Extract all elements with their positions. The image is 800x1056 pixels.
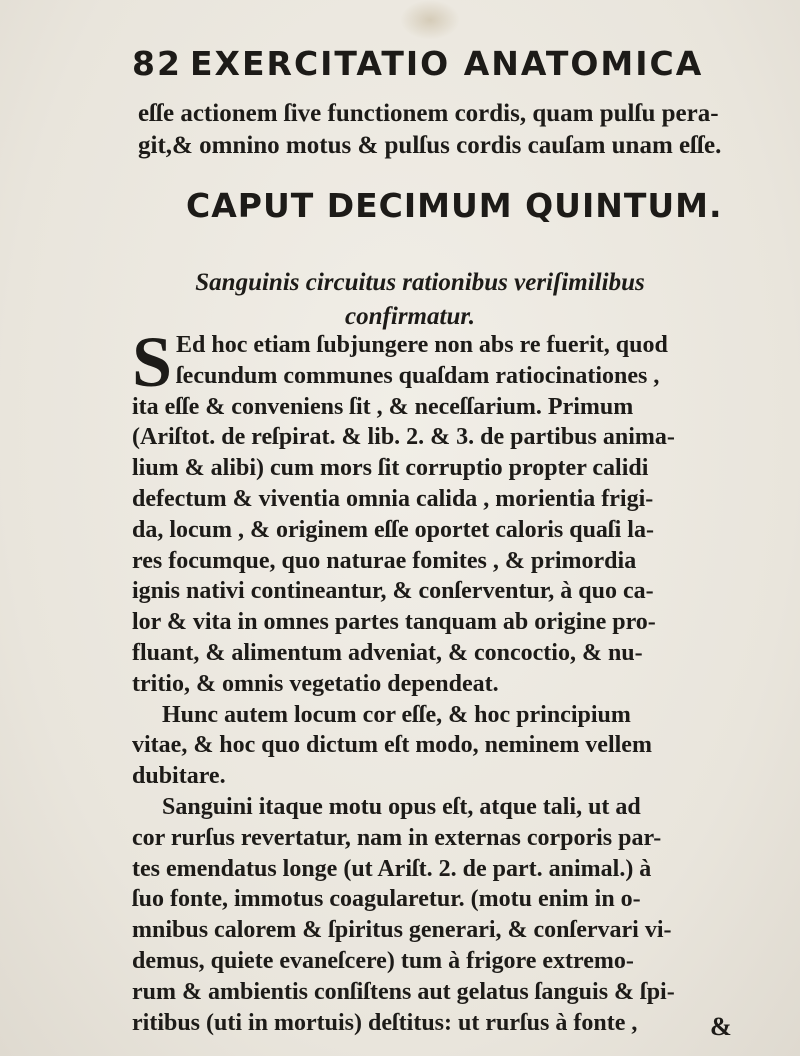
text-line: tes emendatus longe (ut Ariſt. 2. de part. animal.) à [132,855,652,882]
text-line: demus, quiete evaneſcere) tum à frigore extremo- [132,947,634,974]
chapter-subtitle [120,266,760,334]
text-line: (Ariſtot. de reſpirat. & lib. 2. & 3. de partibus anima- [132,424,675,451]
text-line: ſuo fonte, immotus coagularetur. (motu enim in o- [132,886,641,913]
drop-cap: S [132,322,173,402]
page-number: 82 [132,44,182,83]
running-title: EXERCITATIO ANATOMICA [190,44,704,83]
text-line: vitae, & hoc quo dictum eſt modo, neminem vellem [132,732,652,759]
text-line: Hunc autem locum cor eſſe, & hoc principium [162,701,631,728]
text-line: tritio, & omnis vegetatio dependeat. [132,670,499,697]
text-line: Sanguini itaque motu opus eſt, atque tali, ut ad [162,793,641,820]
text-line: ritibus (uti in mortuis) deſtitus: ut rurſus à fonte , [132,1009,638,1036]
text-line: rum & ambientis conſiſtens aut gelatus ſanguis & ſpi- [132,978,675,1005]
text-line: defectum & viventia omnia calida , morientia frigi- [132,485,654,512]
intro-paragraph [138,98,758,162]
text-line: ſecundum communes quaſdam ratiocinationes , [176,362,660,389]
intro-line: git,& omnino motus & pulſus cordis cauſam unam eſſe. [138,132,722,159]
text-line: res focumque, quo naturae fomites , & primordia [132,547,637,574]
text-line: da, locum , & originem eſſe oportet caloris quaſi la- [132,516,654,543]
catchword: & [710,1012,732,1041]
text-line: ignis nativi contineantur, & conſerventur, à quo ca- [132,578,654,605]
ink-stain [400,0,460,40]
text-line: dubitare. [132,763,226,790]
body-text [132,322,757,1038]
chapter-title: CAPUT DECIMUM QUINTUM. [186,186,723,225]
text-line: fluant, & alimentum adveniat, & concoctio, & nu- [132,639,643,666]
running-header [132,44,772,83]
text-line: cor rurſus revertatur, nam in externas corporis par- [132,824,662,851]
text-line: mnibus calorem & ſpiritus generari, & conſervari vi- [132,917,672,944]
subtitle-line: Sanguinis circuitus rationibus veriſimilibus [195,269,645,296]
text-line: ita eſſe & conveniens ſit , & neceſſarium. Primum [132,393,634,420]
intro-line: eſſe actionem ſive functionem cordis, quam pulſu pera- [138,100,719,127]
text-line: Ed hoc etiam ſubjungere non abs re fuerit, quod [176,332,668,358]
text-line: lor & vita in omnes partes tanquam ab origine pro- [132,609,656,636]
subtitle-line: confirmatur. [345,303,475,330]
text-line: lium & alibi) cum mors ſit corruptio propter calidi [132,455,649,482]
